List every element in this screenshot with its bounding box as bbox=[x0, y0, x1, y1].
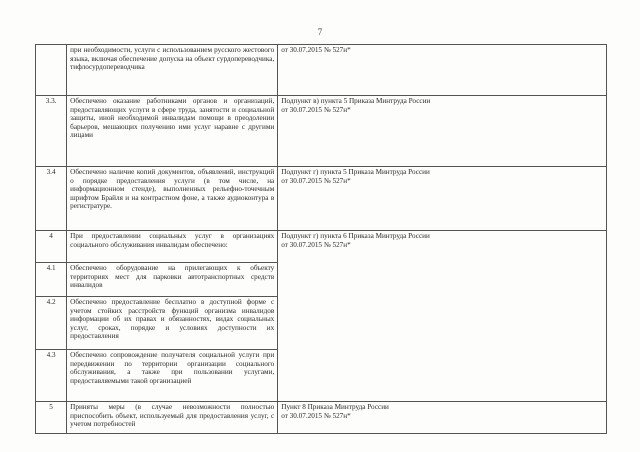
row-description: Обеспечено наличие копий документов, объявлений, инструкций о порядке предоставления услуги (в том числе, на информационном стенде), выполненных рельефно-точечным шрифтом Брайля и на контрастном фоне, а также аудиоконтура в регистратуре. bbox=[67, 167, 278, 231]
row-reference bbox=[278, 263, 607, 297]
row-reference bbox=[278, 297, 607, 350]
row-description: при необходимости, услуги с использованием русского жестового языка, включая обеспечение допуска на объект сурдопереводчика, тифлосурдопереводчика bbox=[67, 45, 278, 96]
row-number: 4.3 bbox=[36, 350, 67, 402]
requirements-table bbox=[35, 44, 607, 434]
row-reference bbox=[278, 96, 607, 167]
row-number: 4.1 bbox=[36, 263, 67, 297]
row-description: Приняты меры (в случае невозможности полностью приспособить объект, используемый для предоставления услуг, с учетом потребностей bbox=[67, 402, 278, 434]
table-row bbox=[36, 402, 607, 434]
row-number: 3.4 bbox=[36, 167, 67, 231]
reference-line-2: от 30.07.2015 № 527н* bbox=[281, 176, 351, 185]
table-row bbox=[36, 96, 607, 167]
row-description: При предоставлении социальных услуг в организациях социального обслуживания инвалидам обеспечено: bbox=[67, 231, 278, 263]
table-row bbox=[36, 263, 607, 297]
row-description: Обеспечено сопровождение получателя социальной услуги при передвижении по территории организации социального обслуживания, а также при пользовании услугами, предоставляемыми такой организацией bbox=[67, 350, 278, 402]
reference-line-2: от 30.07.2015 № 527н* bbox=[281, 411, 351, 420]
table-row bbox=[36, 167, 607, 231]
table-row bbox=[36, 297, 607, 350]
row-reference bbox=[278, 167, 607, 231]
row-description: Обеспечено предоставление бесплатно в доступной форме с учетом стойких расстройств функций организма инвалидов информации об их правах и обязанностях, видах социальных услуг, сроках, порядке и условиях доступности их предоставления bbox=[67, 297, 278, 350]
row-number: 5 bbox=[36, 402, 67, 434]
row-description: Обеспечено оказание работниками органов и организаций, предоставляющих услуги в сфере труда, занятости и социальной защиты, иной необходимой инвалидам помощи в преодолении барьеров, мешающих получению ими услуг наравне с другими лицами bbox=[67, 96, 278, 167]
row-number: 3.3. bbox=[36, 96, 67, 167]
reference-line-1: Подпункт г) пункта 5 Приказа Минтруда России bbox=[281, 168, 430, 176]
reference-line-2: от 30.07.2015 № 527н* bbox=[281, 240, 351, 249]
row-reference bbox=[278, 45, 607, 96]
reference-line-2: от 30.07.2015 № 527н* bbox=[281, 105, 351, 114]
reference-line-1: Подпункт в) пункта 5 Приказа Минтруда России bbox=[281, 97, 431, 105]
table-row bbox=[36, 45, 607, 96]
table-row bbox=[36, 231, 607, 263]
reference-line-1: от 30.07.2015 № 527н* bbox=[281, 46, 351, 54]
reference-line-1: Подпункт г) пункта 6 Приказа Минтруда России bbox=[281, 232, 430, 240]
row-reference bbox=[278, 350, 607, 402]
row-number: 4 bbox=[36, 231, 67, 263]
page-number: 7 bbox=[317, 27, 323, 37]
table-row bbox=[36, 350, 607, 402]
row-number: 4.2 bbox=[36, 297, 67, 350]
row-number bbox=[36, 45, 67, 96]
reference-line-1: Пункт 8 Приказа Минтруда России bbox=[281, 403, 389, 411]
row-reference bbox=[278, 402, 607, 434]
row-description: Обеспечено оборудование на прилегающих к объекту территориях мест для парковки автотранспортных средств инвалидов bbox=[67, 263, 278, 297]
row-reference bbox=[278, 231, 607, 263]
